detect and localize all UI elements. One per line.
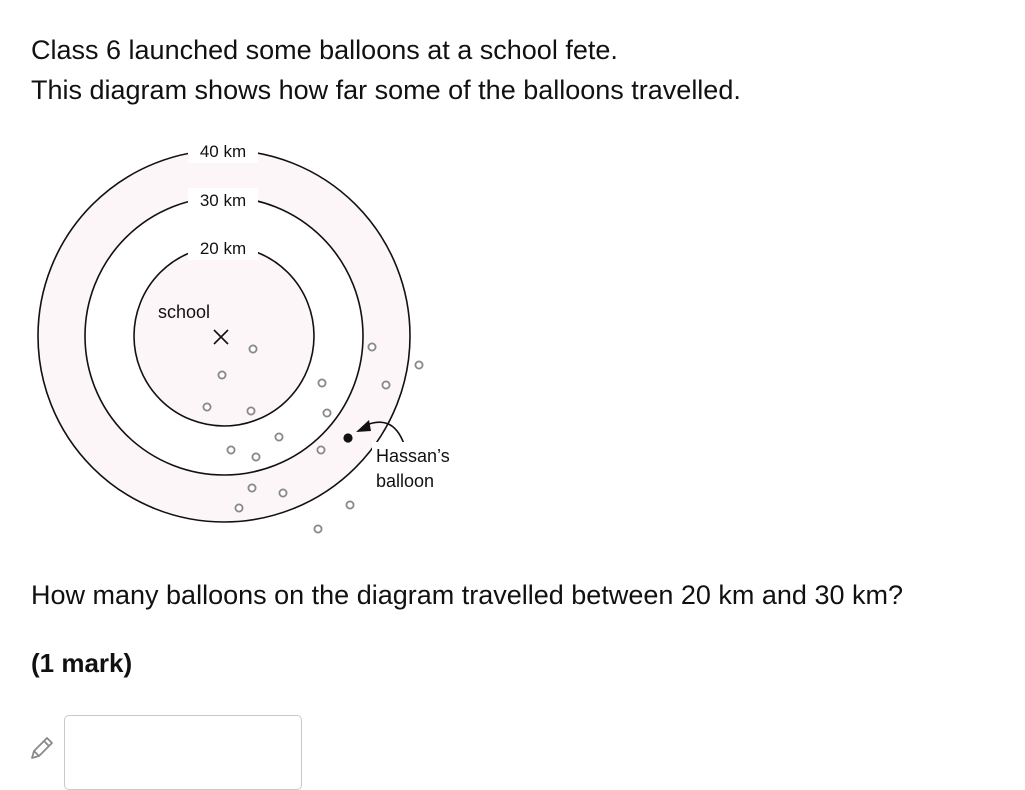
hassan-label-line-1: Hassan’s bbox=[376, 446, 450, 466]
intro-line-2: This diagram shows how far some of the balloons travelled. bbox=[31, 75, 741, 105]
balloon bbox=[252, 453, 259, 460]
balloon bbox=[415, 361, 422, 368]
balloon bbox=[203, 403, 210, 410]
ring-20km bbox=[134, 246, 314, 426]
balloon bbox=[382, 381, 389, 388]
balloon bbox=[275, 433, 282, 440]
marks-label: (1 mark) bbox=[31, 648, 133, 678]
balloon-distance-diagram bbox=[0, 0, 520, 560]
balloon bbox=[368, 343, 375, 350]
balloon bbox=[227, 446, 234, 453]
balloon bbox=[323, 409, 330, 416]
ring-label-20km: 20 km bbox=[199, 239, 247, 258]
balloon bbox=[346, 501, 353, 508]
balloon bbox=[249, 345, 256, 352]
balloon bbox=[247, 407, 254, 414]
ring-label-40km: 40 km bbox=[199, 142, 247, 161]
balloon bbox=[218, 371, 225, 378]
school-label: school bbox=[157, 302, 211, 322]
balloon bbox=[279, 489, 286, 496]
balloon bbox=[235, 504, 242, 511]
question-text: How many balloons on the diagram travelled between 20 km and 30 km? bbox=[31, 580, 903, 610]
intro-line-1: Class 6 launched some balloons at a school fete. bbox=[31, 35, 618, 65]
balloon bbox=[317, 446, 324, 453]
pencil-icon bbox=[27, 733, 57, 763]
balloon bbox=[318, 379, 325, 386]
balloon bbox=[248, 484, 255, 491]
balloon bbox=[314, 525, 321, 532]
hassan-label-line-2: balloon bbox=[376, 471, 435, 491]
hassan-balloon bbox=[343, 433, 352, 442]
answer-input[interactable] bbox=[64, 715, 302, 790]
ring-label-30km: 30 km bbox=[199, 191, 247, 210]
